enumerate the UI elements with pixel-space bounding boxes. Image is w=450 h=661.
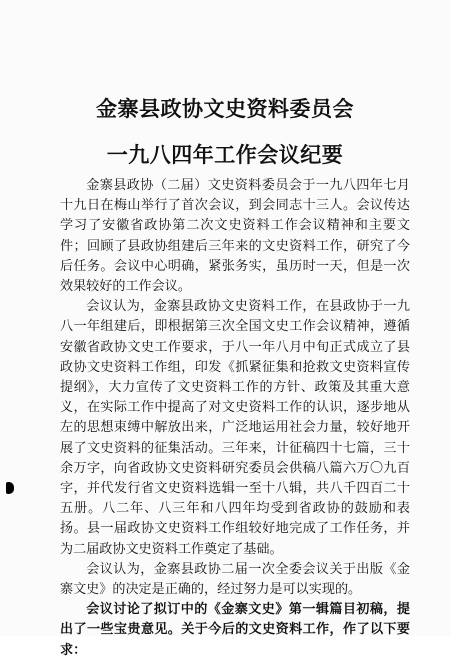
paragraph-3: 会议认为，金寨县政协二届一次全委会议关于出版《金寨文史》的决定是正确的，经过努力是可以实现的。	[60, 561, 410, 598]
paragraph-4: 会议讨论了拟订中的《金寨文史》第一辑篇目初稿，提出了一些宝贵意见。关于今后的文史资料工作，作了以下要求：	[60, 602, 410, 658]
document-body	[60, 176, 410, 661]
binding-hole-mark	[6, 482, 14, 494]
paragraph-1: 金寨县政协（二届）文史资料委员会于一九八四年七月十九日在梅山举行了首次会议，到会同志十三人。会议传达学习了安徽省政协第二次文史资料工作会议精神和主要文件；回顾了县政协组建后三年来的文史资料工作，研究了今后任务。会议中心明确，紧张务实，虽历时一天，但是一次效果较好的工作会议。	[60, 178, 410, 295]
document-subtitle: 一九八四年工作会议纪要	[106, 142, 344, 167]
paragraph-2: 会议认为，金寨县政协文史资料工作，在县政协于一九八一年组建后，即根据第三次全国文史工作会议精神，遵循安徽省政协文史工作要求，于八一年八月中旬正式成立了县政协文史资料工作组，印发《抓紧征集和抢救文史资料宣传提纲》，大力宣传了文史资料工作的方针、政策及其重大意义，在实际工作中提高了对文史资料工作的认识，逐步地从左的思想束缚中解放出来，广泛地运用社会力量，较好地开展了文史资料的征集活动。三年来，计征稿四十七篇，三十余万字，向省政协文史资料研究委员会供稿八篇六万〇九百字，并代发行省文史资料选辑一至十八辑，共八千四百二十五册。八二年、八三年和八四年均受到省政协的鼓励和表扬。县一届政协文史资料工作组较好地完成了工作任务，并为二届政协文史资料工作奠定了基础。	[60, 299, 410, 557]
document-title: 金寨县政协文史资料委员会	[96, 96, 354, 121]
